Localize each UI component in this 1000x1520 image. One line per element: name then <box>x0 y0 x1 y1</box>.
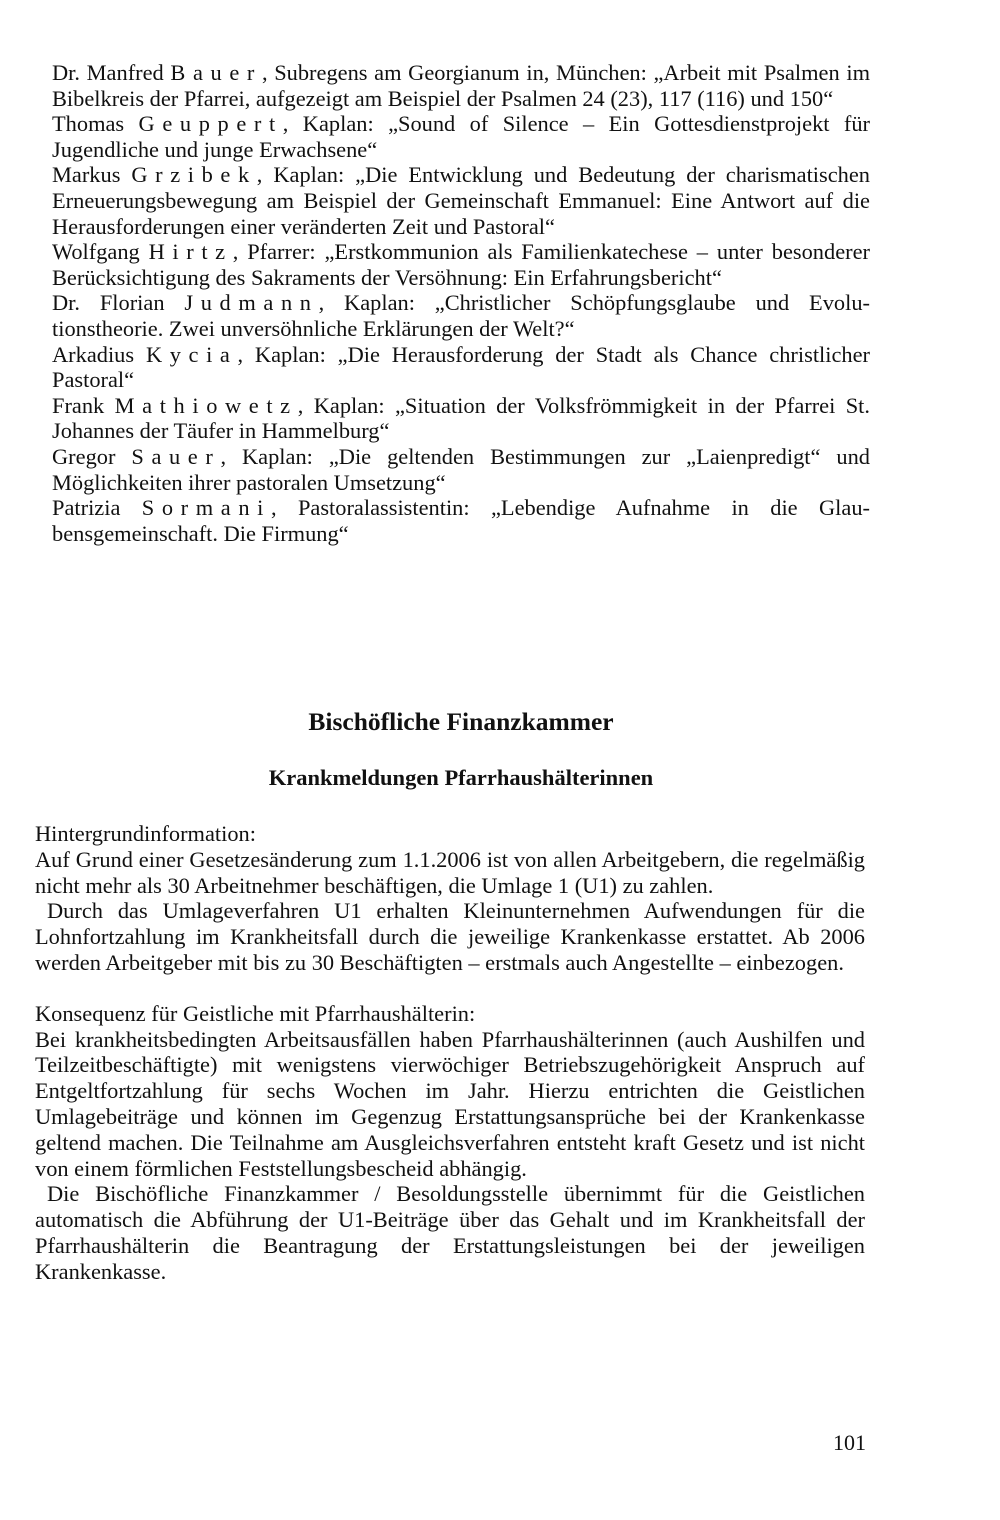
entry-prefix: Thomas <box>52 111 139 137</box>
entry-author-name: Kycia <box>145 341 238 367</box>
entry-details: , Kaplan: „Christlicher Schöpfungsglaube und Evolutionstheorie. Zwei unversöhnliche Erklärungen der Welt?“ <box>52 290 870 341</box>
subsection-heading: Krankmeldungen Pfarrhaushälterinnen <box>268 765 654 790</box>
entry-author-name: Judmann <box>184 290 319 316</box>
thesis-entry <box>52 290 870 341</box>
paragraph-gap <box>35 976 865 1001</box>
thesis-entry <box>52 444 870 495</box>
thesis-entry <box>52 239 870 290</box>
entry-prefix: Wolfgang <box>52 239 149 265</box>
entry-author-name: Grzibek <box>131 162 257 188</box>
entry-details: , Kaplan: „Situation der Volksfrömmigkeit in der Pfarrei St. Johannes der Täufer in Hammelburg“ <box>52 392 870 444</box>
body-text <box>35 821 865 1285</box>
entry-prefix: Frank <box>52 392 115 418</box>
entry-prefix: Dr. Manfred <box>52 60 171 85</box>
entry-author-name: Sauer <box>131 443 221 469</box>
entry-author-name: Bauer <box>170 60 262 85</box>
thesis-entry <box>52 342 870 393</box>
background-paragraph-2: Durch das Umlageverfahren U1 erhalten Kleinunternehmen Aufwendungen für die Lohnfortzahlung im Krankheitsfall durch die jeweilige Krankenkasse erstattet. Ab 2006 werden Arbeitgeber mit bis zu 30 Beschäftigten – erstmals auch Angestellte – einbezogen. <box>35 898 865 975</box>
consequence-paragraph-2: Die Bischöfliche Finanzkammer / Besoldungsstelle übernimmt für die Geistlichen automatisch die Abführung der U1-Beiträge über das Gehalt und im Krankheitsfall der Pfarrhaushälterin die Beantragung der Erstattungsleistungen bei der jeweiligen Krankenkasse. <box>35 1181 865 1284</box>
background-paragraph-1: Auf Grund einer Gesetzesänderung zum 1.1.2006 ist von allen Arbeitgebern, die regelmäßig nicht mehr als 30 Arbeitnehmer beschäftigen, die Umlage 1 (U1) zu zahlen. <box>35 846 865 898</box>
background-label: Hintergrundinformation: <box>35 821 256 846</box>
entry-details: , Pastoralassistentin: „Lebendige Aufnahme in die Glaubensgemeinschaft. Die Firmung“ <box>52 495 871 546</box>
consequence-paragraph-1: Bei krankheitsbedingten Arbeitsausfällen haben Pfarrhaushälterinnen (auch Aushilfen und Teilzeitbeschäftigte) mit wenigstens vierwöchiger Betriebszugehörigkeit Anspruch auf Entgeltfortzahlung für sechs Wochen im Jahr. Hierzu entrichten die Geistlichen Umlagebeiträge und können im Gegenzug Erstattungsansprüche bei der Krankenkasse geltend machen. Die Teilnahme am Ausgleichsverfahren entsteht kraft Gesetz und ist nicht von einem förmlichen Feststellungsbescheid abhängig. <box>35 1026 865 1181</box>
entry-details: , Kaplan: „Sound of Silence – Ein Gottesdienstprojekt für Jugendliche und junge Erwachsene“ <box>52 111 870 162</box>
thesis-list <box>52 60 870 546</box>
thesis-entry <box>52 162 870 239</box>
entry-author-name: Geuppert <box>138 111 283 137</box>
entry-details: , Kaplan: „Die geltenden Bestimmungen zur „Laienpredigt“ und Möglichkeiten ihrer pastoralen Umsetzung“ <box>52 443 870 495</box>
section-heading: Bischöfliche Finanzkammer <box>308 707 614 736</box>
entry-author-name: Hirtz <box>148 239 233 265</box>
thesis-entry <box>52 60 870 111</box>
entry-author-name: Sormani <box>141 495 271 521</box>
thesis-entry <box>52 393 870 444</box>
entry-details: , Pfarrer: „Erstkommunion als Familienkatechese – unter besonderer Berücksichtigung des Sakraments der Versöhnung: Ein Erfahrungsbericht“ <box>52 239 870 290</box>
entry-details: , Kaplan: „Die Entwicklung und Bedeutung der charismatischen Erneuerungsbewegung am Beispiel der Gemeinschaft Emmanuel: Eine Antwort auf die Herausforderungen einer veränderten Zeit und Pastoral“ <box>52 162 870 239</box>
entry-prefix: Arkadius <box>52 341 146 367</box>
thesis-entry <box>52 111 870 162</box>
entry-details: , Kaplan: „Die Herausforderung der Stadt als Chance christlicher Pastoral“ <box>52 341 871 393</box>
entry-details: , Subregens am Georgianum in, München: „Arbeit mit Psalmen im Bibelkreis der Pfarrei, aufgezeigt am Beispiel der Psalmen 24 (23), 117 (116) und 150“ <box>52 60 870 111</box>
page-number: 101 <box>833 1430 866 1455</box>
entry-prefix: Patrizia <box>52 495 142 521</box>
consequence-label: Konsequenz für Geistliche mit Pfarrhaushälterin: <box>35 1000 476 1026</box>
thesis-entry <box>52 495 870 546</box>
entry-author-name: Mathiowetz <box>114 392 298 418</box>
entry-prefix: Markus <box>52 162 132 188</box>
entry-prefix: Dr. Florian <box>52 290 185 316</box>
entry-prefix: Gregor <box>52 443 132 469</box>
